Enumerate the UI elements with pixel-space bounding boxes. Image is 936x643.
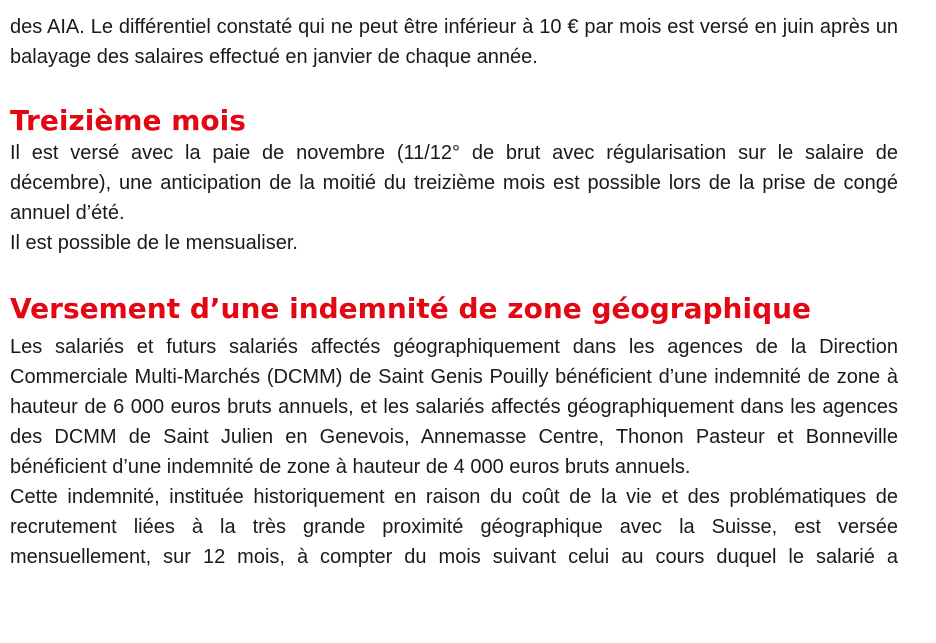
- document-page: [10, 12, 898, 572]
- section-heading-indemnite-zone: Versement d’une indemnité de zone géographique: [10, 292, 812, 325]
- intro-paragraph: des AIA. Le différentiel constaté qui ne peut être inférieur à 10 € par mois est versé en juin après un balayage des salaires effectué en janvier de chaque année.: [10, 16, 898, 68]
- indemnite-zone-paragraph-2: Cette indemnité, instituée historiquement en raison du coût de la vie et des problématiques de recrutement liées à la très grande proximité géographique avec la Suisse, est versée mensuellement, sur 12 mois, à compter du mois suivant celui au cours duquel le salarié a: [10, 486, 898, 568]
- treizieme-mois-paragraph-2: Il est possible de le mensualiser.: [10, 232, 298, 254]
- section-heading-treizieme-mois: Treizième mois: [10, 104, 246, 137]
- treizieme-mois-paragraph-1: Il est versé avec la paie de novembre (11/12° de brut avec régularisation sur le salaire de décembre), une anticipation de la moitié du treizième mois est possible lors de la prise de congé annuel d’été.: [10, 142, 898, 224]
- indemnite-zone-paragraph-1: Les salariés et futurs salariés affectés géographiquement dans les agences de la Direction Commerciale Multi-Marchés (DCMM) de Saint Genis Pouilly bénéficient d’une indemnité de zone à hauteur de 6 000 euros bruts annuels, et les salariés affectés géographiquement dans les agences des DCMM de Saint Julien en Genevois, Annemasse Centre, Thonon Pasteur et Bonneville bénéficient d’une indemnité de zone à hauteur de 4 000 euros bruts annuels.: [10, 336, 898, 478]
